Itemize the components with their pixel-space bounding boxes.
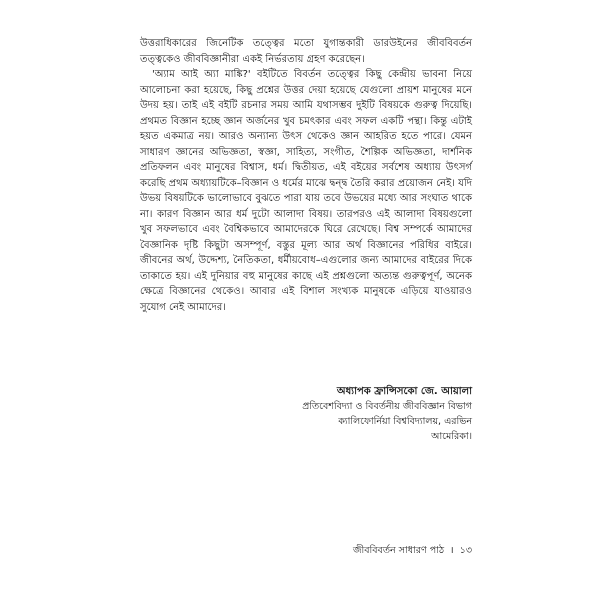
body-text <box>140 36 472 315</box>
paragraph-2: 'অ্যাম আই অ্যা মাঙ্কি?' বইটিতে বিবর্তন তত্ত্বের কিছু কেন্দ্রীয় ভাবনা নিয়ে আলোচনা করা হয়েছে, কিছু প্রশ্নের উত্তর দেয়া হয়েছে যেগুলো প্রায়শ মানুষের মনে উদয় হয়। তাই এই বইটি রচনার সময় আমি যথাসম্ভব দুইটি বিষয়কে গুরুত্ব দিয়েছি। প্রথমত বিজ্ঞান হচ্ছে জ্ঞান অর্জনের খুব চমৎকার এবং সফল একটি পন্থা। কিন্তু এটাই হয়ত একমাত্র নয়। আরও অন্যান্য উৎস থেকেও জ্ঞান আহরিত হতে পারে। যেমন সাধারণ জ্ঞানের অভিজ্ঞতা, স্বজ্ঞা, সাহিত্য, সংগীত, শৈল্পিক অভিজ্ঞতা, দার্শনিক প্রতিফলন এবং মানুষের বিশ্বাস, ধর্ম। দ্বিতীয়ত, এই বইয়ের সর্বশেষ অধ্যায় উৎসর্গ করেছি প্রথম অধ্যায়টিকে–বিজ্ঞান ও ধর্মের মাঝে দ্বন্দ্ব তৈরি করার প্রয়োজন নেই। যদি উভয় বিষয়টিকে ভালোভাবে বুঝতে পারা যায় তবে উভয়ের মধ্যে আর সংঘাত থাকে না। কারণ বিজ্ঞান আর ধর্ম দুটো আলাদা বিষয়। তারপরও এই আলাদা বিষয়গুলো খুব সফলভাবে এবং বৈশ্বিকভাবে আমাদেরকে ঘিরে রেখেছে। বিশ্ব সম্পর্কে আমাদের বৈজ্ঞানিক দৃষ্টি কিছুটা অসম্পূর্ণ, বস্তুর মূল্য আর অর্থ বিজ্ঞানের পরিধির বাইরে। জীবনের অর্থ, উদ্দেশ্য, নৈতিকতা, ধর্মীয়বোধ–এগুলোর জন্য আমাদের বাইরের দিকে তাকাতে হয়। এই দুনিয়ার বহু মানুষের কাছে এই প্রশ্নগুলো অত্যন্ত গুরুত্বপূর্ণ, অনেক ক্ষেত্রে বিজ্ঞানের থেকেও। আবার এই বিশাল সংখ্যক মানুষকে এড়িয়ে যাওয়ারও সুযোগ নেই আমাদের। <box>140 69 472 313</box>
page-number: ১৩ <box>459 545 472 556</box>
author-country: আমেরিকা। <box>431 431 472 442</box>
running-title: জীববিবর্তন সাধারণ পাঠ <box>353 545 445 556</box>
author-university: ক্যালিফোর্নিয়া বিশ্ববিদ্যালয়, এরভিন <box>338 416 472 427</box>
author-department: প্রতিবেশবিদ্যা ও বিবর্তনীয় জীববিজ্ঞান বিভাগ <box>302 401 472 412</box>
footer-separator: । <box>450 545 454 556</box>
author-name: অধ্যাপক ফ্রান্সিসকো জে. আয়ালা <box>336 386 472 397</box>
page-footer <box>353 544 472 558</box>
author-signature <box>172 384 472 444</box>
paragraph-1: উত্তরাধিকারের জিনেটিক তত্ত্বের মতো যুগান্তকারী ডারউইনের জীববিবর্তন তত্ত্বকেও জীববিজ্ঞানীরা একই নির্ভরতায় গ্রহণ করেছেন। <box>140 38 472 65</box>
